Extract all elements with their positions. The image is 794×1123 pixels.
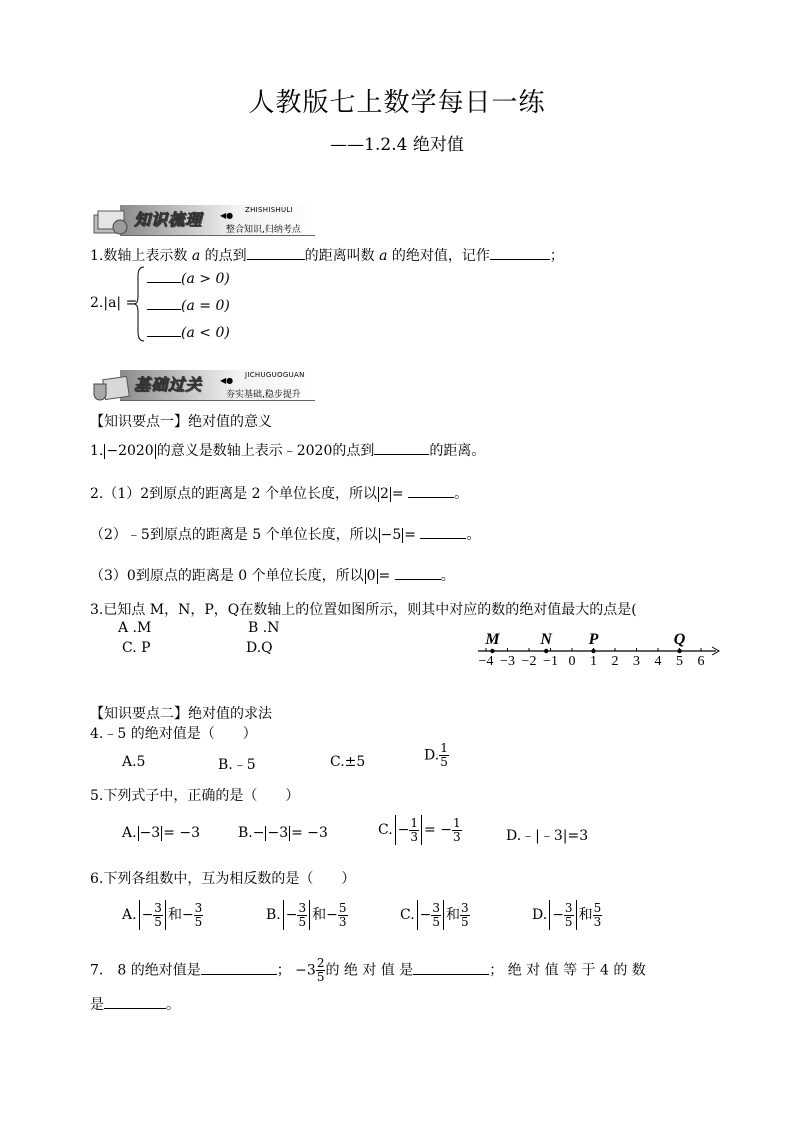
point2-q6: 6.下列各组数中，互为相反数的是（ ） bbox=[90, 871, 356, 887]
text: − bbox=[181, 907, 194, 923]
point-marker bbox=[591, 649, 595, 653]
denominator: 5 bbox=[461, 914, 469, 929]
tick-label: 4 bbox=[654, 654, 662, 669]
fraction bbox=[153, 902, 163, 929]
review-q1 bbox=[90, 245, 564, 265]
text: 。 bbox=[466, 527, 481, 543]
text: 和 bbox=[167, 907, 182, 923]
fraction bbox=[194, 902, 204, 929]
point1-q2c bbox=[90, 565, 455, 585]
text: = −3 bbox=[291, 825, 328, 841]
text: − bbox=[326, 907, 338, 923]
fraction bbox=[297, 902, 307, 929]
banner-pinyin: JICHUGUOGUAN bbox=[245, 371, 305, 379]
point2-q7 bbox=[90, 957, 646, 984]
numerator: 3 bbox=[461, 900, 469, 915]
cup-books-icon bbox=[90, 370, 132, 404]
page-subtitle: ——1.2.4 绝对值 bbox=[330, 135, 464, 155]
text: C. bbox=[400, 907, 415, 923]
tick-label: 2 bbox=[611, 654, 619, 669]
q6-option-b[interactable]: B. − $\frac{3}{5}$ 和− $\frac{5}{3}$ bbox=[266, 900, 347, 929]
text: − bbox=[397, 822, 410, 838]
denominator: 5 bbox=[298, 914, 307, 929]
fraction bbox=[460, 902, 470, 929]
denominator: 5 bbox=[154, 914, 162, 929]
fraction bbox=[593, 902, 603, 929]
answer-blank[interactable] bbox=[408, 483, 454, 498]
denominator: 3 bbox=[593, 914, 602, 929]
arrow-icon: ◀● bbox=[220, 211, 234, 220]
point1-q1 bbox=[90, 440, 485, 460]
text: 是 bbox=[90, 997, 104, 1013]
banner-heading: 知识梳理 bbox=[134, 210, 203, 229]
equals: = bbox=[404, 527, 416, 543]
banner-heading: 基础过关 bbox=[134, 375, 203, 394]
text: 。 bbox=[166, 997, 180, 1013]
point-label: M bbox=[485, 631, 500, 648]
numerator: 1 bbox=[410, 815, 419, 830]
text: 的绝对值，记作 bbox=[391, 248, 490, 264]
numerator: 3 bbox=[564, 900, 573, 915]
q3-option-b[interactable]: B .N bbox=[248, 620, 280, 636]
denominator: 3 bbox=[410, 829, 419, 844]
numerator: 3 bbox=[298, 900, 307, 915]
var-a: a bbox=[191, 248, 201, 264]
answer-blank[interactable] bbox=[201, 960, 277, 975]
numerator: 3 bbox=[432, 900, 441, 915]
denominator: 3 bbox=[452, 829, 461, 844]
answer-blank[interactable] bbox=[490, 245, 550, 260]
q4-option-d[interactable] bbox=[424, 742, 449, 769]
abs-value: 0 bbox=[366, 568, 376, 584]
text: 的意义是数轴上表示﹣2020的点到 bbox=[156, 443, 375, 459]
text: 和 bbox=[578, 907, 593, 923]
var-a: a bbox=[379, 248, 388, 264]
case-condition: (a < 0) bbox=[181, 325, 230, 341]
abs-a-expression: |a| = bbox=[103, 295, 138, 311]
tick-label: −1 bbox=[543, 654, 558, 669]
answer-blank[interactable] bbox=[147, 295, 181, 310]
numerator: 3 bbox=[154, 900, 162, 915]
numerator: 1 bbox=[452, 815, 461, 830]
piecewise-case-2 bbox=[147, 295, 230, 314]
fraction bbox=[316, 957, 326, 984]
point-label: N bbox=[540, 631, 552, 648]
case-condition: (a = 0) bbox=[181, 298, 230, 314]
section-banner-basics bbox=[90, 370, 315, 404]
text: 。 bbox=[454, 486, 469, 502]
q5-option-a[interactable] bbox=[122, 825, 200, 841]
q3-option-d[interactable]: D.Q bbox=[246, 640, 273, 656]
q5-option-d[interactable]: D.﹣|﹣3|=3 bbox=[506, 828, 589, 844]
abs-value: 2 bbox=[379, 486, 389, 502]
text: D. bbox=[532, 907, 548, 923]
denominator: 5 bbox=[440, 755, 448, 769]
tick-label: −4 bbox=[478, 654, 494, 669]
text: − bbox=[252, 825, 265, 841]
text: ； bbox=[276, 962, 291, 979]
text: 。 bbox=[440, 568, 455, 584]
text: 1. bbox=[90, 443, 104, 459]
fraction bbox=[452, 817, 462, 844]
q6-option-d[interactable]: D. − $\frac{3}{5}$ 和 $\frac{5}{3}$ bbox=[532, 900, 602, 929]
point1-q2a bbox=[90, 483, 468, 503]
point-marker bbox=[677, 649, 681, 653]
abs-value: −3 bbox=[139, 825, 161, 841]
text: 1.数轴上表示数 bbox=[90, 248, 188, 264]
q6-option-a[interactable]: A. − $\frac{3}{5}$ 和− $\frac{3}{5}$ bbox=[122, 900, 203, 929]
abs-value: −5 bbox=[380, 527, 402, 543]
q4-option-c[interactable]: C.±5 bbox=[330, 754, 366, 770]
fraction bbox=[431, 902, 441, 929]
fraction bbox=[338, 902, 348, 929]
q4-option-b[interactable]: B.﹣5 bbox=[218, 757, 256, 773]
text: （3）0到原点的距离是 0 个单位长度，所以 bbox=[90, 568, 364, 584]
answer-blank[interactable] bbox=[395, 565, 441, 580]
denominator: 3 bbox=[338, 914, 347, 929]
fraction bbox=[564, 902, 574, 929]
denominator: 5 bbox=[564, 914, 573, 929]
tick-label: 1 bbox=[590, 654, 597, 669]
fraction bbox=[409, 817, 419, 844]
point-marker bbox=[490, 649, 494, 653]
tick-label: 3 bbox=[633, 654, 640, 669]
numerator: 5 bbox=[593, 900, 602, 915]
text: 和 bbox=[446, 907, 461, 923]
text: C. bbox=[378, 822, 393, 838]
tick-label: 0 bbox=[568, 654, 576, 669]
piecewise-case-1 bbox=[147, 268, 230, 287]
text: （2）﹣5到原点的距离是 5 个单位长度，所以 bbox=[90, 527, 378, 543]
text: 的距离。 bbox=[429, 443, 486, 459]
arrow-icon: ◀● bbox=[220, 376, 234, 385]
point1-heading: 【知识要点一】绝对值的意义 bbox=[90, 414, 272, 430]
text: 2.（1）2到原点的距离是 2 个单位长度，所以 bbox=[90, 486, 377, 502]
brace-icon bbox=[133, 266, 145, 342]
point-marker bbox=[544, 649, 548, 653]
point-label: P bbox=[588, 631, 599, 648]
answer-blank[interactable] bbox=[374, 440, 429, 455]
point2-heading: 【知识要点二】绝对值的求法 bbox=[90, 706, 272, 722]
answer-blank[interactable] bbox=[413, 960, 489, 975]
text: 7. 8 的绝对值是 bbox=[90, 962, 201, 979]
equals: = bbox=[391, 486, 404, 502]
answer-blank[interactable] bbox=[104, 994, 166, 1009]
section-banner-knowledge bbox=[90, 205, 315, 239]
fraction bbox=[439, 742, 449, 769]
abs-value: −2020 bbox=[106, 443, 154, 459]
denominator: 5 bbox=[432, 914, 441, 929]
tick-label: 6 bbox=[697, 654, 705, 669]
piecewise-case-3 bbox=[147, 322, 230, 341]
numerator: 3 bbox=[194, 900, 203, 915]
banner-pinyin: ZHISHISHULI bbox=[245, 206, 293, 214]
answer-blank[interactable] bbox=[420, 524, 466, 539]
point-label: Q bbox=[673, 631, 686, 648]
text: B. bbox=[238, 825, 253, 841]
answer-blank[interactable] bbox=[247, 245, 305, 260]
text: 的点到 bbox=[204, 248, 247, 264]
text: 的 绝 对 值 是 bbox=[325, 962, 414, 979]
text: A. bbox=[122, 907, 137, 923]
q5-option-c[interactable] bbox=[378, 815, 462, 845]
tick-label: −3 bbox=[500, 654, 515, 669]
point2-q7-line2 bbox=[90, 994, 180, 1014]
point2-q5: 5.下列式子中，正确的是（ ） bbox=[90, 788, 300, 804]
tick-label: −2 bbox=[521, 654, 537, 669]
q3-option-a[interactable]: A .M bbox=[118, 620, 152, 636]
text: A. bbox=[122, 825, 137, 841]
review-q2-label bbox=[90, 295, 137, 311]
q4-option-a[interactable]: A.5 bbox=[122, 754, 146, 770]
banner-tagline: 夯实基础,稳步提升 bbox=[226, 390, 301, 400]
mixed-number-whole: −3 bbox=[295, 962, 316, 979]
books-icon bbox=[90, 205, 132, 239]
answer-blank[interactable] bbox=[147, 268, 181, 283]
numerator: 5 bbox=[338, 900, 347, 915]
text: B. bbox=[266, 907, 281, 923]
number-line bbox=[476, 624, 721, 672]
denominator: 5 bbox=[194, 914, 203, 929]
text: D. bbox=[424, 747, 440, 764]
page-title: 人教版七上数学每日一练 bbox=[248, 88, 546, 118]
point2-q4: 4.﹣5 的绝对值是（ ） bbox=[90, 726, 257, 742]
text: = −3 bbox=[163, 825, 201, 841]
case-condition: (a > 0) bbox=[181, 271, 230, 287]
q6-option-c[interactable]: C. − $\frac{3}{5}$ 和 $\frac{3}{5}$ bbox=[400, 900, 469, 929]
answer-blank[interactable] bbox=[147, 322, 181, 337]
equals: = bbox=[378, 568, 391, 584]
banner-tagline: 整合知识,归纳考点 bbox=[226, 225, 301, 235]
text: 和 bbox=[312, 907, 327, 923]
tick-label: 5 bbox=[676, 654, 683, 669]
abs-value: −3 bbox=[267, 825, 289, 841]
numerator: 1 bbox=[440, 741, 448, 755]
text: 的距离叫数 bbox=[304, 248, 375, 264]
text: 2. bbox=[90, 295, 104, 311]
point1-q3: 3.已知点 M，N，P，Q在数轴上的位置如图所示，则其中对应的数的绝对值最大的点是( bbox=[90, 602, 637, 618]
numerator: 2 bbox=[316, 956, 325, 970]
q3-option-c[interactable]: C. P bbox=[122, 640, 151, 656]
point1-q2b bbox=[90, 524, 480, 544]
q5-option-b[interactable] bbox=[238, 825, 328, 841]
text: ； bbox=[549, 248, 564, 264]
text: = − bbox=[424, 822, 452, 838]
denominator: 5 bbox=[316, 970, 325, 984]
text: ； 绝 对 值 等 于 4 的 数 bbox=[489, 962, 646, 979]
